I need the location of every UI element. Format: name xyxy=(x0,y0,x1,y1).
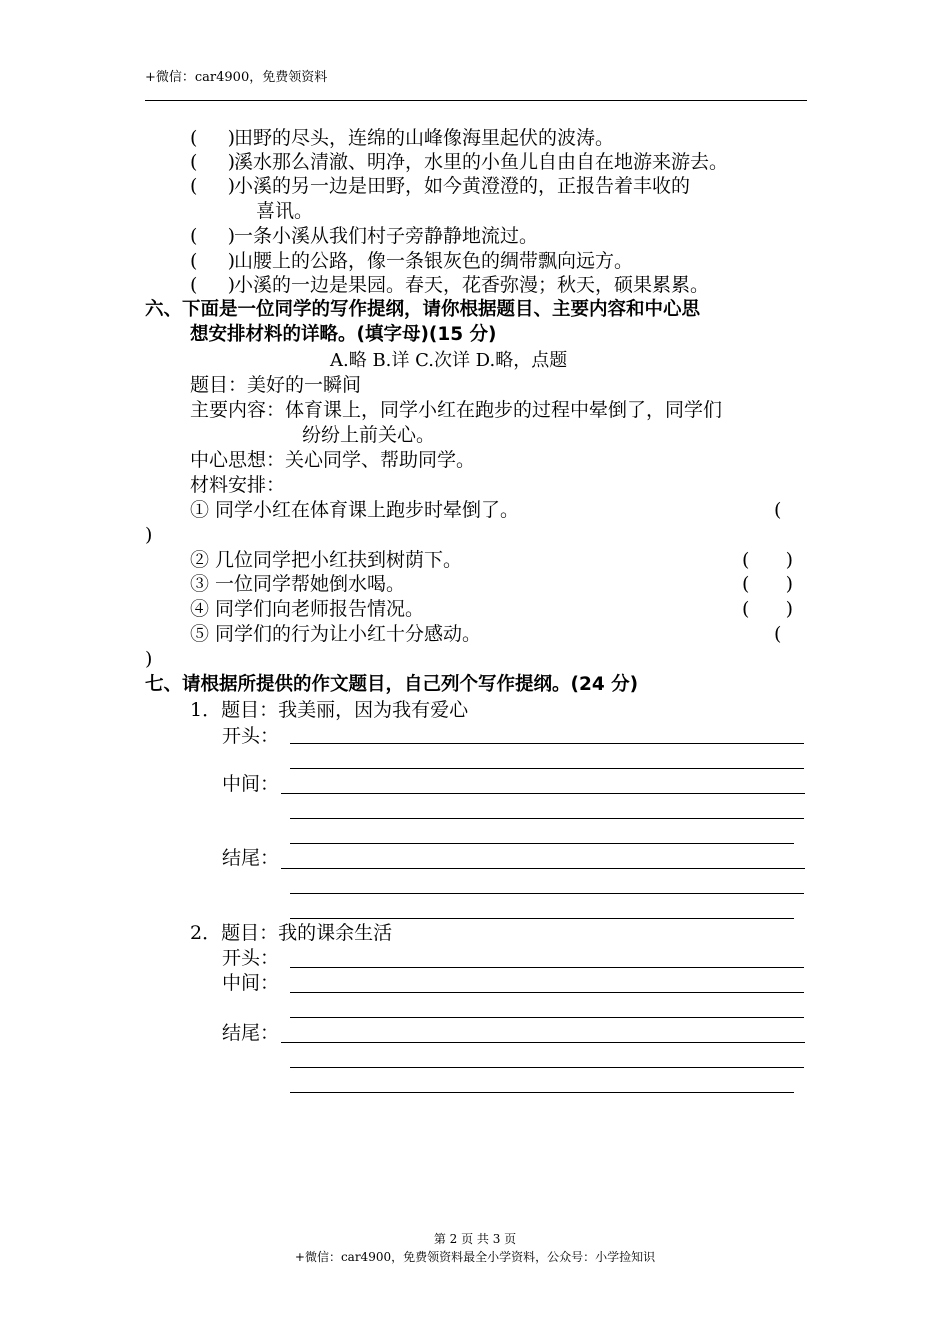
ordering-item-continuation: 喜讯。 xyxy=(256,200,314,222)
answer-blank-open[interactable]: ( xyxy=(774,499,782,521)
answer-blank[interactable]: ( ) xyxy=(742,573,794,595)
material-item: ③ 一位同学帮她倒水喝。 xyxy=(190,573,406,595)
answer-blank[interactable]: ( ) xyxy=(190,127,236,149)
material-item: ① 同学小红在体育课上跑步时晕倒了。 xyxy=(190,499,520,521)
answer-blank-close: ) xyxy=(145,524,153,546)
material-item: ④ 同学们向老师报告情况。 xyxy=(190,598,425,620)
question1-title: 1．题目：我美丽，因为我有爱心 xyxy=(190,699,469,721)
writing-line[interactable] xyxy=(290,818,804,819)
writing-line[interactable] xyxy=(290,843,794,844)
footer-note: +微信：car4900，免费领资料最全小学资料，公众号：小学捡知识 xyxy=(294,1250,656,1264)
ordering-item: ( )山腰上的公路，像一条银灰色的绸带飘向远方。 xyxy=(190,250,634,272)
writing-line[interactable] xyxy=(290,1017,804,1018)
writing-line[interactable] xyxy=(281,1042,805,1043)
header-divider xyxy=(145,100,807,101)
writing-line[interactable] xyxy=(290,967,804,968)
answer-blank[interactable]: ( ) xyxy=(742,549,794,571)
label-middle: 中间： xyxy=(222,773,280,795)
writing-line[interactable] xyxy=(281,793,805,794)
answer-blank[interactable]: ( ) xyxy=(190,225,236,247)
question2-title: 2．题目：我的课余生活 xyxy=(190,922,393,944)
writing-line[interactable] xyxy=(290,1067,804,1068)
answer-blank-close: ) xyxy=(145,648,153,670)
answer-blank[interactable]: ( ) xyxy=(190,250,236,272)
central-idea: 中心思想：关心同学、帮助同学。 xyxy=(190,449,476,471)
section6-title-cont: 想安排材料的详略。(填字母)(15 分) xyxy=(190,324,497,345)
label-start: 开头： xyxy=(222,725,280,747)
ordering-item: ( )小溪的一边是果园。春天，花香弥漫；秋天，硕果累累。 xyxy=(190,274,710,296)
section7-title: 七、请根据所提供的作文题目，自己列个写作提纲。(24 分) xyxy=(145,674,639,695)
main-content: 主要内容：体育课上，同学小红在跑步的过程中晕倒了，同学们 xyxy=(190,399,723,421)
label-end: 结尾： xyxy=(222,847,280,869)
label-start: 开头： xyxy=(222,947,280,969)
answer-blank-open[interactable]: ( xyxy=(774,623,782,645)
writing-line[interactable] xyxy=(290,743,804,744)
writing-line[interactable] xyxy=(290,1092,794,1093)
main-content-cont: 纷纷上前关心。 xyxy=(302,424,436,446)
ordering-item: ( )小溪的另一边是田野，如今黄澄澄的，正报告着丰收的 xyxy=(190,175,691,197)
ordering-item: ( )田野的尽头，连绵的山峰像海里起伏的波涛。 xyxy=(190,127,615,149)
writing-line[interactable] xyxy=(290,768,804,769)
arrangement-label: 材料安排： xyxy=(190,474,286,496)
writing-line[interactable] xyxy=(290,918,794,919)
writing-line[interactable] xyxy=(281,868,805,869)
writing-line[interactable] xyxy=(290,893,804,894)
section6-title: 六、下面是一位同学的写作提纲，请你根据题目、主要内容和中心思 xyxy=(145,299,701,320)
material-item: ② 几位同学把小红扶到树荫下。 xyxy=(190,549,463,571)
option-list: A.略 B.详 C.次详 D.略，点题 xyxy=(330,350,568,371)
answer-blank[interactable]: ( ) xyxy=(190,151,236,173)
page-number: 第 2 页 共 3 页 xyxy=(433,1232,517,1246)
page-header: +微信：car4900，免费领资料 xyxy=(145,70,328,85)
material-item: ⑤ 同学们的行为让小红十分感动。 xyxy=(190,623,482,645)
essay-topic: 题目：美好的一瞬间 xyxy=(190,374,362,396)
answer-blank[interactable]: ( ) xyxy=(190,274,236,296)
ordering-item: ( )一条小溪从我们村子旁静静地流过。 xyxy=(190,225,539,247)
writing-line[interactable] xyxy=(290,992,804,993)
label-middle: 中间： xyxy=(222,972,280,994)
answer-blank[interactable]: ( ) xyxy=(190,175,236,197)
label-end: 结尾： xyxy=(222,1022,280,1044)
ordering-item: ( )溪水那么清澈、明净，水里的小鱼儿自由自在地游来游去。 xyxy=(190,151,729,173)
answer-blank[interactable]: ( ) xyxy=(742,598,794,620)
